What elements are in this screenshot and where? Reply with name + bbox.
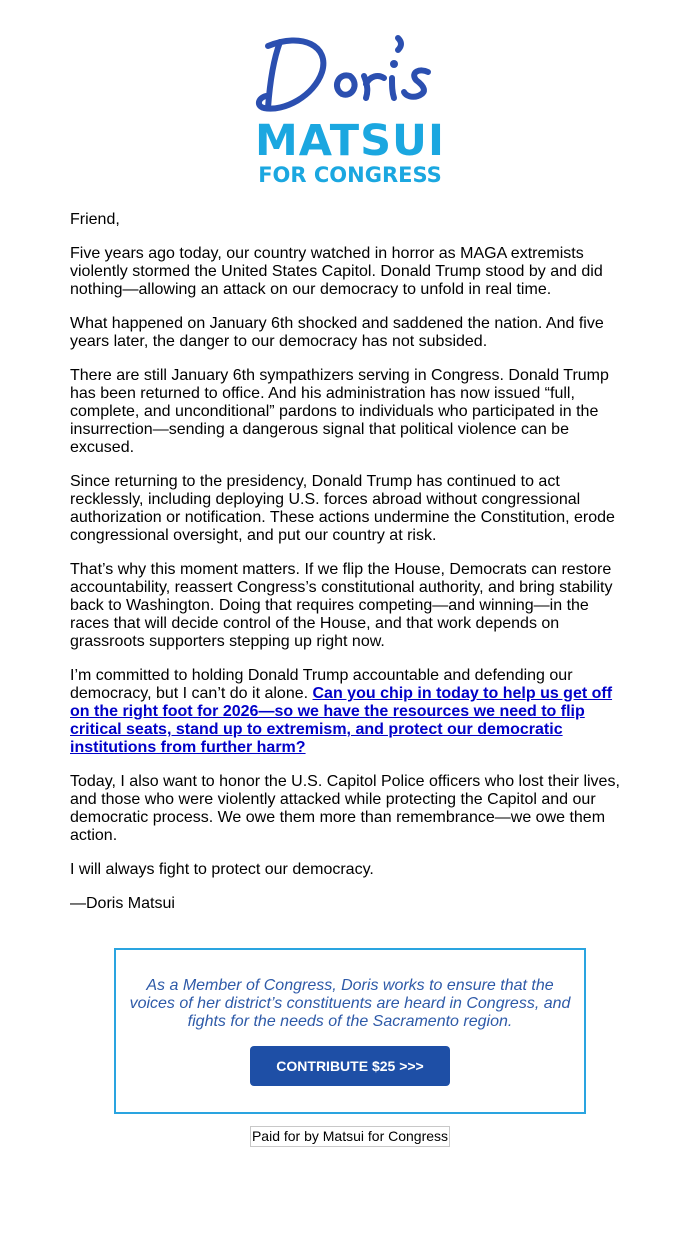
signoff: —Doris Matsui [70,895,175,912]
cta-message: As a Member of Congress, Doris works to ensure that the voices of her district’s constituents are heard in Congress, and fights for the needs of the Sacramento region. [129,977,571,1030]
paragraph-8: I will always fight to protect our democracy. [70,861,374,878]
paragraph-1: Five years ago today, our country watched in horror as MAGA extremists violently stormed the United States Capitol. Donald Trump stood by and did nothing—allowing an attack on our democracy to unfold in real time. [70,245,603,298]
paragraph-6 [70,667,630,757]
doris-signature-logo [252,28,442,120]
paragraph-4: Since returning to the presidency, Donald Trump has continued to act recklessly, including deploying U.S. forces abroad without congressional authorization or notification. These actions undermine the Constitution, erode congressional oversight, and put our country at risk. [70,473,615,544]
contribution-box [114,948,586,1114]
letter-body [70,211,630,929]
paragraph-7: Today, I also want to honor the U.S. Capitol Police officers who lost their lives, and those who were violently attacked while protecting the Capitol and our democratic process. We owe them more than remembrance—we owe them action. [70,773,620,844]
paragraph-2: What happened on January 6th shocked and saddened the nation. And five years later, the danger to our democracy has not subsided. [70,315,604,350]
contribute-button[interactable]: CONTRIBUTE $25 >>> [250,1046,450,1086]
paragraph-5: That’s why this moment matters. If we flip the House, Democrats can restore accountability, reassert Congress’s constitutional authority, and bring stability back to Washington. Doing that requires competing—and winning—in the races that will decide control of the House, and that work depends on grassroots supporters stepping up right now. [70,561,613,650]
logo-name: MATSUI [255,116,445,166]
campaign-logo [0,0,700,200]
paid-for-disclaimer: Paid for by Matsui for Congress [250,1126,450,1147]
logo-tagline: FOR CONGRESS [258,163,442,187]
paragraph-3: There are still January 6th sympathizers serving in Congress. Donald Trump has been returned to office. And his administration has now issued “full, complete, and unconditional” pardons to individuals who participated in the insurrection—sending a dangerous signal that political violence can be excused. [70,367,609,456]
paragraph-6-text: I’m committed to holding Donald Trump accountable and defending our democracy, but I can’t do it alone. [70,667,573,702]
greeting: Friend, [70,211,120,228]
donate-link[interactable]: Can you chip in today to help us get off on the right foot for 2026—so we have the resources we need to flip critical seats, stand up to extremism, and protect our democratic institutions from further harm? [70,685,613,756]
